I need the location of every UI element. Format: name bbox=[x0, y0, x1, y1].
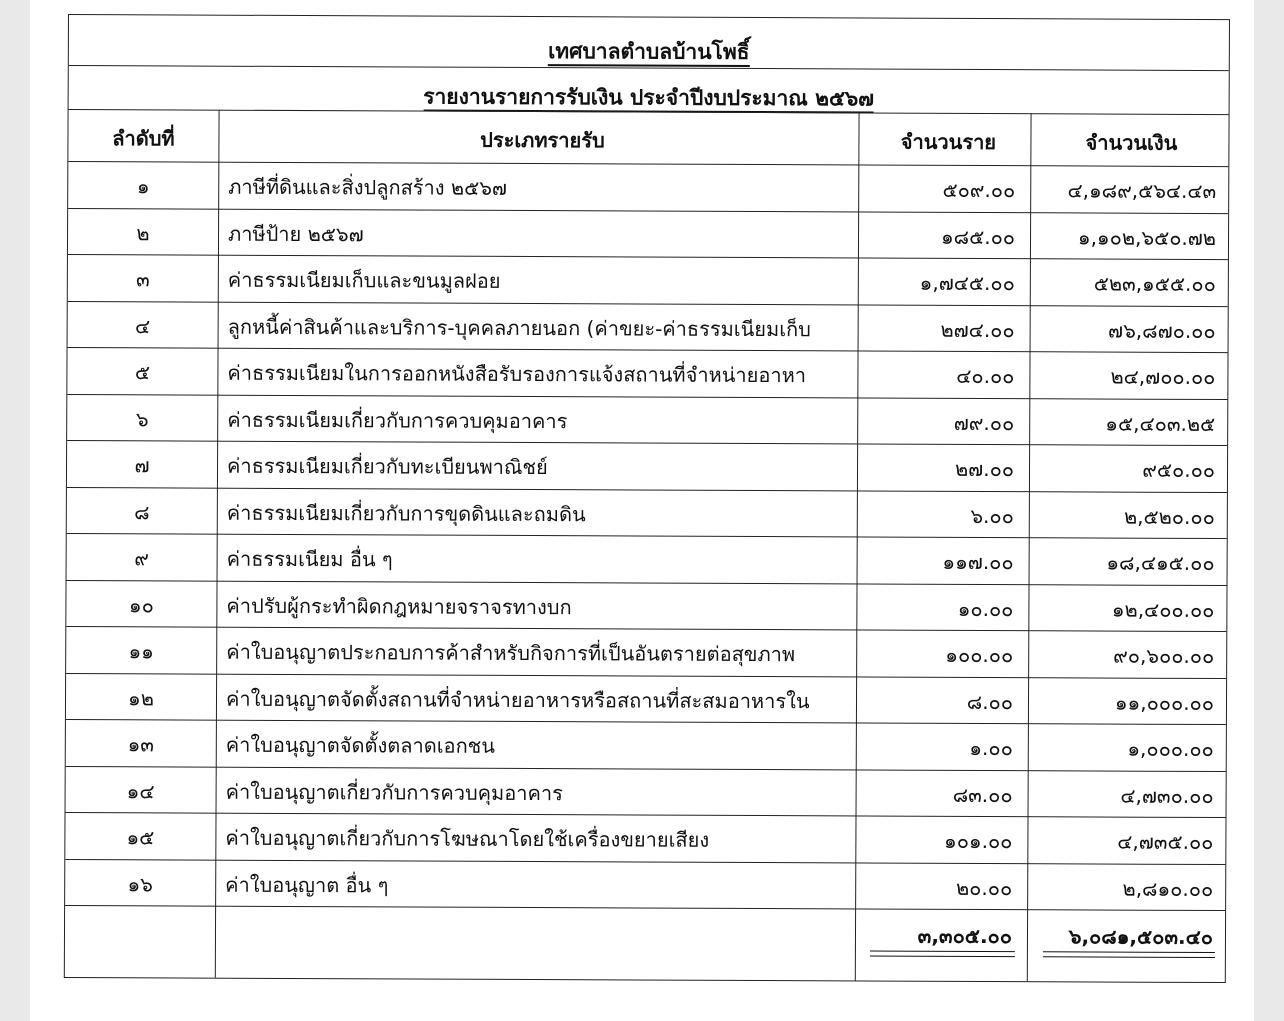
table-cell-amount: ๑,๑๐๒,๖๕๐.๗๒ bbox=[1077, 224, 1217, 250]
table-cell-amount: ๑๑,๐๐๐.๐๐ bbox=[1114, 690, 1215, 715]
report-subtitle-text: รายงานรายการรับเงิน ประจำปีงบประมาณ ๒๕๖๗ bbox=[423, 85, 874, 114]
column-divider-count bbox=[1027, 113, 1032, 981]
table-cell-no: ๓ bbox=[135, 267, 150, 292]
table-cell-type: ค่าใบอนุญาตจัดตั้งตลาดเอกชน bbox=[225, 732, 496, 758]
table-cell-amount: ๑๕,๔๐๓.๒๕ bbox=[1105, 411, 1216, 436]
table-cell-no: ๑๕ bbox=[126, 825, 155, 850]
table-cell-count: ๑๑๗.๐๐ bbox=[942, 549, 1014, 575]
total-count-double-underline bbox=[870, 951, 1015, 958]
revenue-report-table bbox=[64, 14, 1230, 983]
column-header-type: ประเภทรายรับ bbox=[480, 127, 605, 153]
table-cell-type: ค่าธรรมเนียมเก็บและขนมูลฝอย bbox=[227, 267, 501, 293]
table-cell-count: ๘.๐๐ bbox=[966, 689, 1014, 714]
table-cell-amount: ๑,๐๐๐.๐๐ bbox=[1127, 736, 1214, 762]
table-cell-no: ๖ bbox=[135, 406, 149, 431]
table-cell-type: ภาษีที่ดินและสิ่งปลูกสร้าง ๒๕๖๗ bbox=[228, 174, 508, 200]
table-cell-amount: ๙๕๐.๐๐ bbox=[1142, 457, 1216, 483]
table-cell-amount: ๔,๗๓๐.๐๐ bbox=[1120, 783, 1214, 808]
table-cell-no: ๑๓ bbox=[127, 732, 155, 757]
table-cell-count: ๗๙.๐๐ bbox=[953, 410, 1015, 435]
table-cell-count: ๑๘๕.๐๐ bbox=[940, 224, 1016, 249]
table-cell-no: ๑๖ bbox=[127, 871, 153, 896]
table-cell-count: ๔๐.๐๐ bbox=[956, 363, 1015, 389]
column-header-count: จำนวนราย bbox=[900, 129, 997, 155]
table-cell-count: ๒๗.๐๐ bbox=[954, 456, 1015, 482]
table-cell-amount: ๑๒,๔๐๐.๐๐ bbox=[1111, 597, 1215, 622]
total-amount: ๖,๐๘๑,๕๐๓.๔๐ bbox=[1068, 924, 1214, 950]
table-cell-no: ๑ bbox=[136, 174, 150, 199]
table-cell-count: ๑๐.๐๐ bbox=[957, 596, 1014, 621]
total-count: ๓,๓๐๕.๐๐ bbox=[917, 923, 1013, 949]
table-cell-amount: ๙๐,๖๐๐.๐๐ bbox=[1113, 643, 1215, 669]
total-amount-double-underline bbox=[1043, 951, 1215, 958]
table-cell-no: ๘ bbox=[134, 499, 150, 524]
table-cell-type: ค่าใบอนุญาตจัดตั้งสถานที่จำหน่ายอาหารหรือสถานที่สะสมอาหารใน bbox=[225, 686, 810, 713]
table-cell-type: ค่าธรรมเนียมเกี่ยวกับการควบคุมอาคาร bbox=[227, 407, 568, 433]
table-cell-amount: ๔,๗๓๕.๐๐ bbox=[1117, 829, 1214, 855]
table-cell-amount: ๒๔,๗๐๐.๐๐ bbox=[1110, 364, 1216, 390]
table-cell-amount: ๔,๑๘๙,๕๖๔.๔๓ bbox=[1067, 178, 1217, 204]
table-cell-type: ค่าใบอนุญาต อื่น ๆ bbox=[225, 872, 389, 897]
table-cell-type: ค่าธรรมเนียมในการออกหนังสือรับรองการแจ้งสถานที่จำหน่ายอาหา bbox=[227, 360, 807, 388]
table-cell-no: ๒ bbox=[136, 220, 150, 245]
table-cell-count: ๒๐.๐๐ bbox=[955, 875, 1013, 900]
table-cell-count: ๑๐๐.๐๐ bbox=[945, 642, 1014, 668]
table-cell-no: ๑๑ bbox=[128, 639, 154, 664]
table-cell-type: ค่าใบอนุญาตประกอบการค้าสำหรับกิจการที่เป็นอันตรายต่อสุขภาพ bbox=[226, 639, 796, 667]
table-cell-no: ๑๐ bbox=[128, 592, 154, 617]
table-cell-type: ลูกหนี้ค่าสินค้าและบริการ-บุคคลภายนอก (ค่าขยะ-ค่าธรรมเนียมเก็บ bbox=[227, 314, 811, 341]
column-header-no: ลำดับที่ bbox=[112, 126, 175, 151]
table-cell-amount: ๑๘,๔๑๕.๐๐ bbox=[1106, 550, 1215, 576]
scanned-page bbox=[30, 0, 1254, 1021]
table-cell-no: ๗ bbox=[134, 453, 150, 478]
table-cell-amount: ๗๖,๘๗๐.๐๐ bbox=[1108, 318, 1216, 343]
table-cell-count: ๑,๗๔๕.๐๐ bbox=[919, 270, 1015, 296]
table-cell-count: ๕๐๙.๐๐ bbox=[942, 177, 1016, 203]
table-cell-type: ค่าปรับผู้กระทำผิดกฎหมายจราจรทางบก bbox=[226, 593, 572, 619]
table-cell-no: ๑๔ bbox=[126, 778, 155, 803]
table-cell-count: ๖.๐๐ bbox=[970, 503, 1014, 528]
column-header-amount: จำนวนเงิน bbox=[1085, 130, 1178, 155]
table-cell-type: ค่าธรรมเนียม อื่น ๆ bbox=[226, 546, 393, 572]
table-cell-type: ภาษีป้าย ๒๕๖๗ bbox=[227, 221, 364, 246]
table-cell-type: ค่าธรรมเนียมเกี่ยวกับทะเบียนพาณิชย์ bbox=[226, 453, 548, 480]
table-cell-amount: ๒,๕๒๐.๐๐ bbox=[1123, 504, 1215, 529]
table-cell-type: ค่าใบอนุญาตเกี่ยวกับการควบคุมอาคาร bbox=[225, 779, 563, 805]
table-cell-no: ๔ bbox=[135, 313, 151, 338]
table-cell-amount: ๕๒๓,๑๕๕.๐๐ bbox=[1093, 271, 1216, 297]
table-cell-type: ค่าธรรมเนียมเกี่ยวกับการขุดดินและถมดิน bbox=[226, 500, 586, 526]
table-cell-count: ๘๓.๐๐ bbox=[952, 782, 1013, 807]
table-cell-count: ๑.๐๐ bbox=[969, 735, 1013, 761]
table-cell-no: ๑๒ bbox=[128, 685, 155, 710]
table-cell-amount: ๒,๘๑๐.๐๐ bbox=[1122, 876, 1214, 901]
table-cell-count: ๒๗๔.๐๐ bbox=[940, 317, 1015, 342]
table-cell-type: ค่าใบอนุญาตเกี่ยวกับการโฆษณาโดยใช้เครื่องขยายเสียง bbox=[225, 825, 710, 852]
table-cell-count: ๑๐๑.๐๐ bbox=[943, 828, 1013, 854]
table-cell-no: ๙ bbox=[134, 546, 150, 571]
organization-name: เทศบาลตำบลบ้านโพธิ์ bbox=[548, 39, 750, 67]
table-cell-no: ๕ bbox=[134, 360, 151, 385]
